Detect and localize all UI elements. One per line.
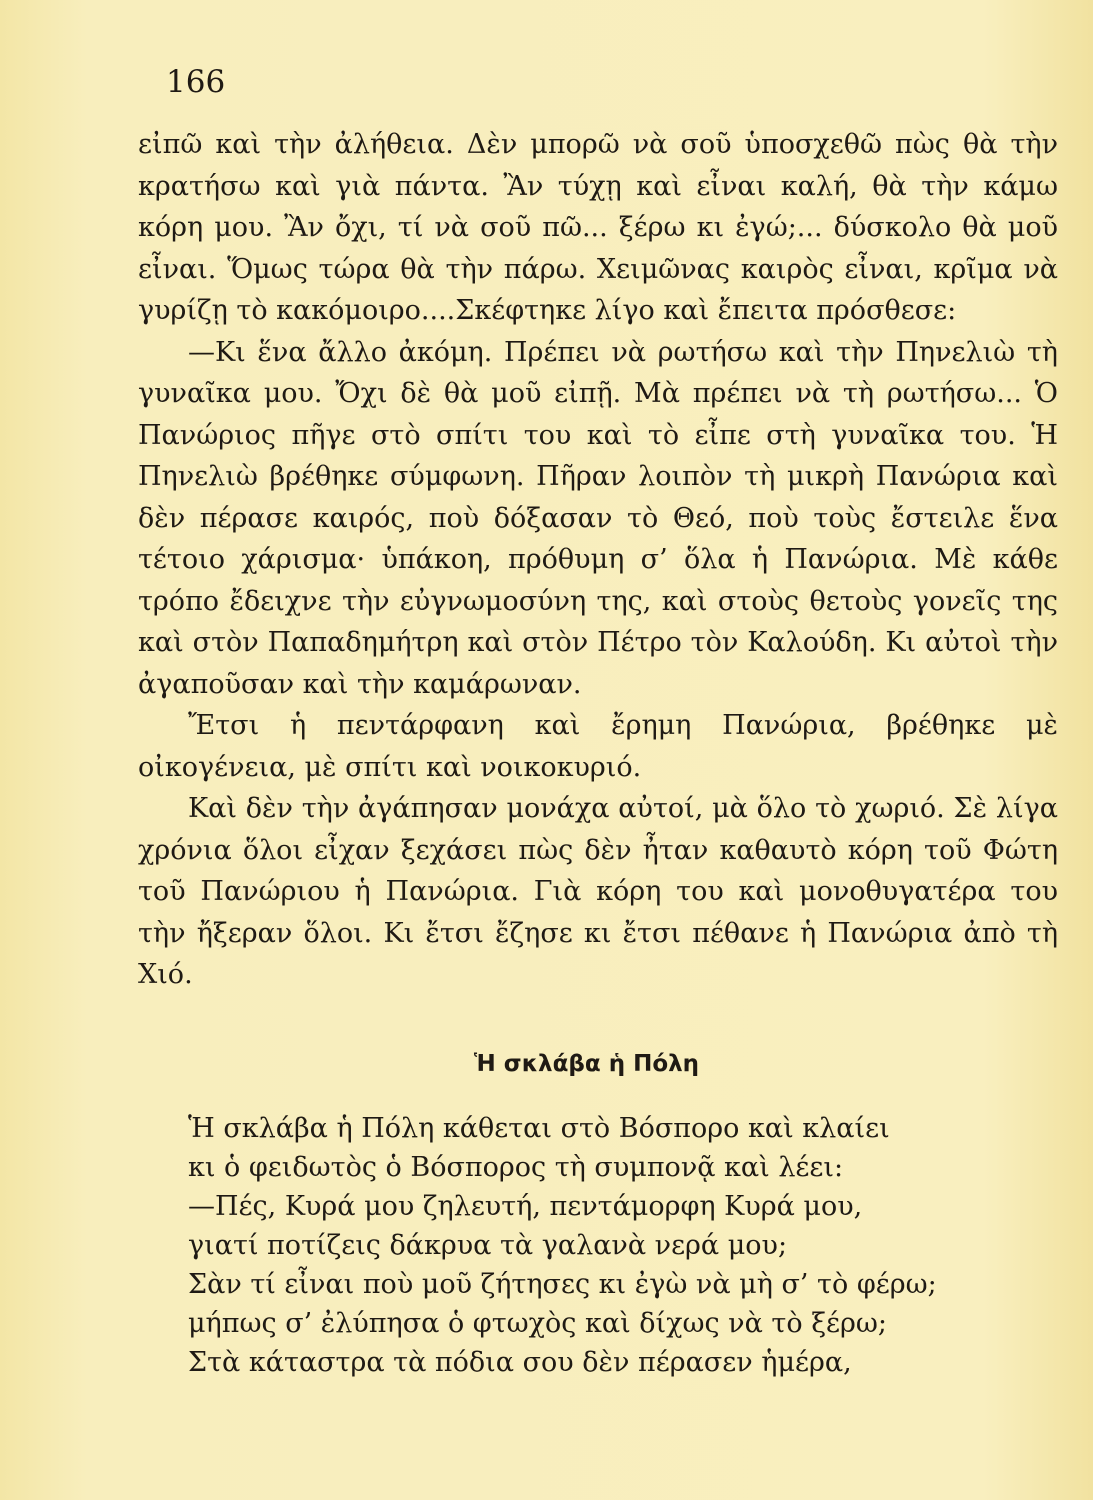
poem-line: Στὰ κάταστρα τὰ πόδια σου δὲν πέρασεν ἡμέρα,	[188, 1347, 852, 1378]
poem-line: Ἡ σκλάβα ἡ Πόλη κάθεται στὸ Βόσπορο καὶ κλαίει	[188, 1113, 890, 1144]
poem-line: μήπως σ’ ἐλύπησα ὁ φτωχὸς καὶ δίχως νὰ τὸ ξέρω;	[188, 1308, 888, 1339]
poem-line: γιατί ποτίζεις δάκρυα τὰ γαλανὰ νερά μου;	[188, 1230, 788, 1261]
poem-line: κι ὁ φειδωτὸς ὁ Βόσπορος τὴ συμπονᾷ καὶ λέει:	[188, 1152, 844, 1183]
paragraph: —Κι ἕνα ἄλλο ἀκόμη. Πρέπει νὰ ρωτήσω καὶ τὴν Πηνελιὼ τὴ γυναῖκα μου. Ὄχι δὲ θὰ μοῦ εἰπῇ. Μὰ πρέπει νὰ τὴ ρωτήσω... Ὁ Πανώριος πῆγε στὸ σπίτι του καὶ τὸ εἶπε στὴ γυναῖκα του. Ἡ Πηνελιὼ βρέθηκε σύμφωνη. Πῆραν λοιπὸν τὴ μικρὴ Πανώρια καὶ δὲν πέρασε καιρός, ποὺ δόξασαν τὸ Θεό, ποὺ τοὺς ἔστειλε ἕνα τέτοιο χάρισμα· ὑπάκοη, πρόθυμη σ’ ὅλα ἡ Πανώρια. Μὲ κάθε τρόπο ἔδειχνε τὴν εὐγνωμοσύνη της, καὶ στοὺς θετοὺς γονεῖς της καὶ στὸν Παπαδημήτρη καὶ στὸν Πέτρο τὸν Καλούδη. Κι αὐτοὶ τὴν ἀγαποῦσαν καὶ τὴν καμάρωναν.	[138, 336, 1058, 700]
poem-heading: Ἡ σκλάβα ἡ Πόλη	[473, 1051, 700, 1077]
poem-body	[188, 1109, 1068, 1382]
poem-line: —Πές, Κυρά μου ζηλευτή, πεντάμορφη Κυρά μου,	[188, 1191, 863, 1222]
page-number: 166	[166, 64, 226, 100]
prose-body	[138, 124, 1058, 996]
poem-line: Σὰν τί εἶναι ποὺ μοῦ ζήτησες κι ἐγὼ νὰ μὴ σ’ τὸ φέρω;	[188, 1269, 937, 1300]
paragraph: Ἔτσι ἡ πεντάρφανη καὶ ἔρημη Πανώρια, βρέθηκε μὲ οἰκογένεια, μὲ σπίτι καὶ νοικοκυριό.	[138, 710, 1058, 783]
paragraph: Καὶ δὲν τὴν ἀγάπησαν μονάχα αὐτοί, μὰ ὅλο τὸ χωριό. Σὲ λίγα χρόνια ὅλοι εἶχαν ξεχάσει πὼς δὲν ἦταν καθαυτὸ κόρη τοῦ Φώτη τοῦ Πανώριου ἡ Πανώρια. Γιὰ κόρη του καὶ μονοθυγατέρα του τὴν ἤξεραν ὅλοι. Κι ἔτσι ἔζησε κι ἔτσι πέθανε ἡ Πανώρια ἀπὸ τὴ Χιό.	[138, 793, 1058, 990]
paragraph: εἰπῶ καὶ τὴν ἀλήθεια. Δὲν μπορῶ νὰ σοῦ ὑποσχεθῶ πὼς θὰ τὴν κρατήσω καὶ γιὰ πάντα. Ἂν τύχῃ καὶ εἶναι καλή, θὰ τὴν κάμω κόρη μου. Ἂν ὄχι, τί νὰ σοῦ πῶ... ξέρω κι ἐγώ;... δύσκολο θὰ μοῦ εἶναι. Ὅμως τώρα θὰ τὴν πάρω. Χειμῶνας καιρὸς εἶναι, κρῖμα νὰ γυρίζῃ τὸ κακόμοιρο....Σκέφτηκε λίγο καὶ ἔπειτα πρόσθεσε:	[138, 129, 1058, 326]
